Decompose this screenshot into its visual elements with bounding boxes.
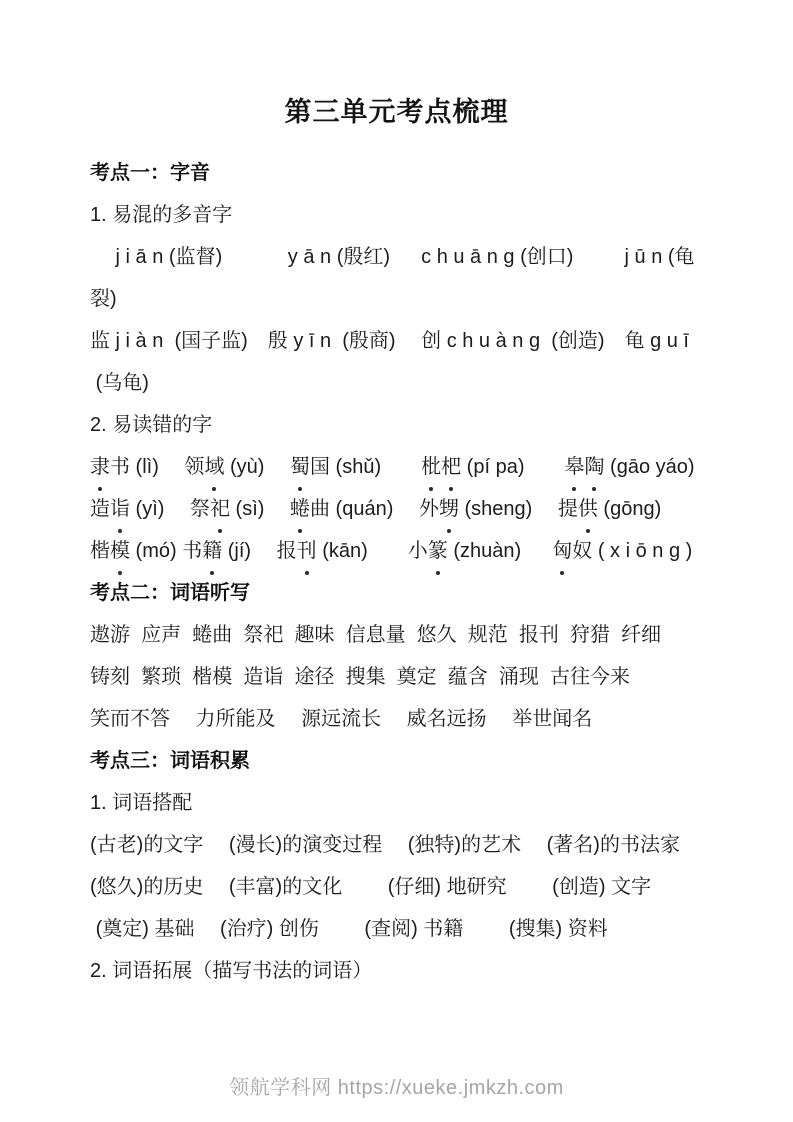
text-line: (悠久)的历史 (丰富)的文化 (仔细) 地研究 (创造) 文字 <box>90 876 652 898</box>
text-line: (奠定) 基础 (治疗) 创伤 (查阅) 书籍 (搜集) 资料 <box>90 918 608 940</box>
text-line: 1. 词语搭配 <box>90 792 193 814</box>
emphasis-dot-char: 模 <box>110 530 130 572</box>
text-line: 笑而不答 力所能及 源远流长 威名远扬 举世闻名 <box>90 708 593 730</box>
emphasis-dot-char: 域 <box>204 446 224 488</box>
emphasis-dot-char: 祀 <box>210 488 230 530</box>
emphasis-dot-char: 篆 <box>428 530 448 572</box>
section-heading: 考点二：词语听写 <box>90 582 250 604</box>
emphasis-dot-char: 匈 <box>552 530 572 572</box>
emphasis-dot-char: 供 <box>578 488 598 530</box>
emphasis-dot-char: 陶 <box>584 446 604 488</box>
text-line: (古老)的文字 (漫长)的演变过程 (独特)的艺术 (著名)的书法家 <box>90 834 680 856</box>
emphasis-dot-char: 诣 <box>110 488 130 530</box>
text-line: 造诣 (yì) 祭祀 (sì) 蜷曲 (quán) 外甥 (sheng) 提供 (gōng) <box>90 488 703 530</box>
text-line: 2. 词语拓展（描写书法的词语） <box>90 960 373 982</box>
text-line: 铸刻 繁琐 楷模 造诣 途径 搜集 奠定 蕴含 涌现 古往今来 <box>90 666 631 688</box>
footer-watermark: 领航学科网 https://xueke.jmkzh.com <box>229 1077 564 1099</box>
text-line: 遨游 应声 蜷曲 祭祀 趣味 信息量 悠久 规范 报刊 狩猎 纤细 <box>90 624 662 646</box>
emphasis-dot-char: 刊 <box>297 530 317 572</box>
text-line: 隶书 (lì) 领域 (yù) 蜀国 (shǔ) 枇杷 (pí pa) 皋陶 (gāo yáo) <box>90 446 703 488</box>
emphasis-dot-char: 蜀 <box>290 446 310 488</box>
emphasis-dot-char: 皋 <box>564 446 584 488</box>
text-line: (乌龟) <box>90 372 149 394</box>
text-line: 1. 易混的多音字 <box>90 204 233 226</box>
emphasis-dot-char: 隶 <box>90 446 110 488</box>
emphasis-dot-char: 籍 <box>202 530 222 572</box>
section-heading: 考点一：字音 <box>90 162 210 184</box>
text-line: 楷模 (mó) 书籍 (jí) 报刊 (kān) 小篆 (zhuàn) 匈奴 ( x i ō n g ) <box>90 530 703 572</box>
text-line: 2. 易读错的字 <box>90 414 213 436</box>
section-heading: 考点三：词语积累 <box>90 750 250 772</box>
text-line: 监 j i à n (国子监) 殷 y ī n (殷商) 创 c h u à n g (创造) 龟 g u ī <box>90 330 689 352</box>
text-line: 裂) <box>90 288 117 310</box>
document-body <box>90 152 703 992</box>
page-title: 第三单元考点梳理 <box>284 97 509 127</box>
emphasis-dot-char: 甥 <box>439 488 459 530</box>
emphasis-dot-char: 蜷 <box>290 488 310 530</box>
text-line: j i ā n (监督) y ā n (殷红) c h u ā n g (创口) j ū n (龟 <box>90 246 695 268</box>
emphasis-dot-char: 杷 <box>441 446 461 488</box>
emphasis-dot-char: 枇 <box>421 446 441 488</box>
